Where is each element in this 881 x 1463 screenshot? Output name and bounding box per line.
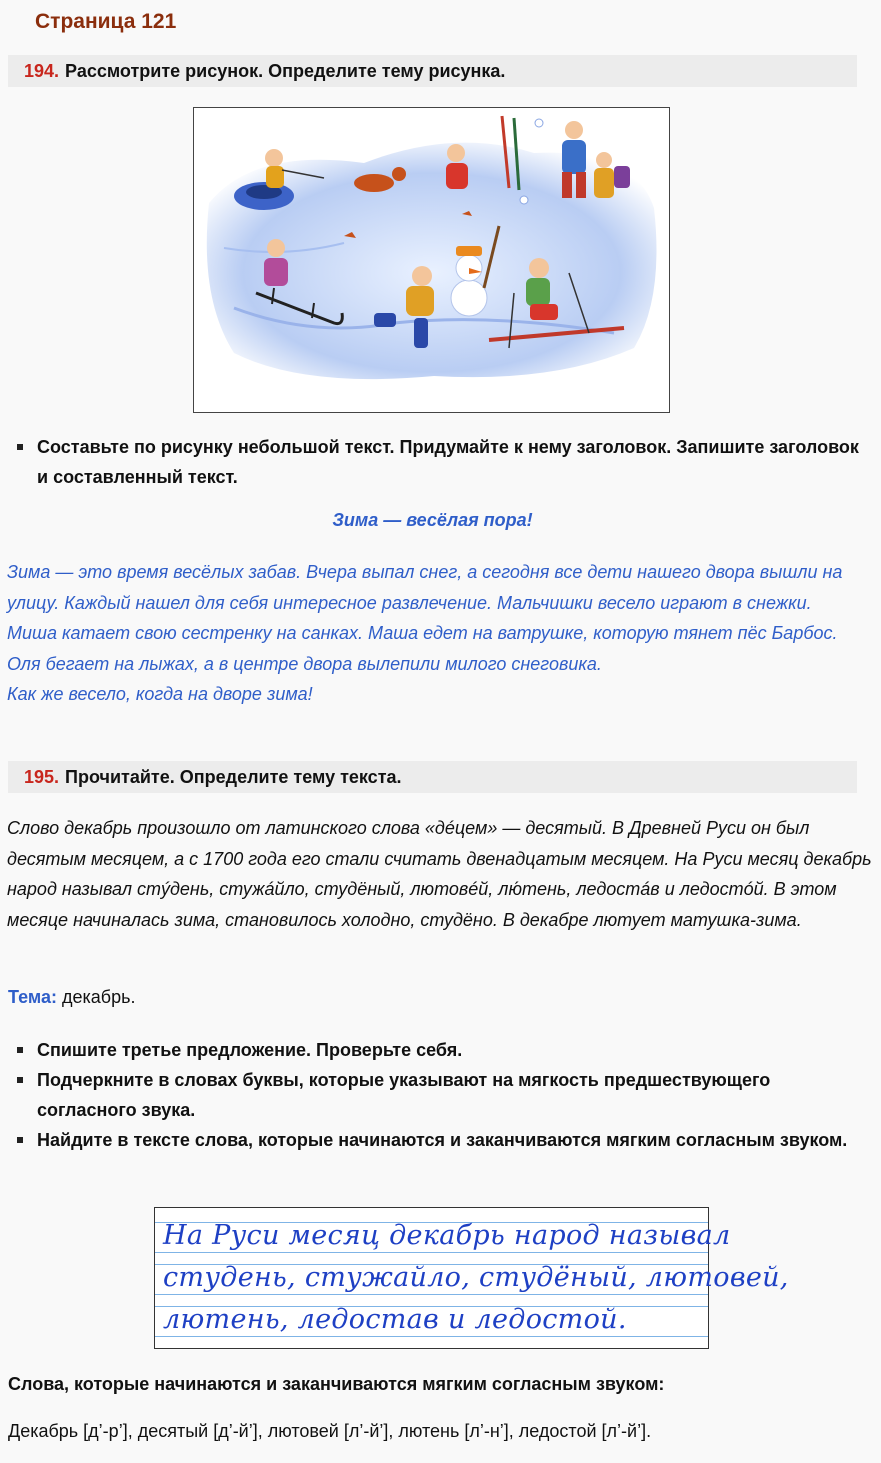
task-194-bullet-1: Составьте по рисунку небольшой текст. Придумайте к нему заголовок. Запишите заголовок и составленный текст.	[0, 432, 860, 492]
handwriting-line-2: студень, стужайло, студёный, лютовей,	[163, 1262, 789, 1293]
task-195-instructions	[0, 1035, 860, 1155]
task-195-bullet-1: Спишите третье предложение. Проверьте себя.	[0, 1035, 860, 1065]
answer-title: Зима — весёлая пора!	[332, 510, 533, 530]
theme-line	[8, 987, 135, 1008]
task-194-instructions	[0, 432, 860, 492]
task-195-header	[8, 761, 857, 793]
theme-label: Тема:	[8, 987, 57, 1007]
handwriting-line-3: лютень, ледостав и ледостой.	[163, 1304, 627, 1335]
task-195-bullet-2: Подчеркните в словах буквы, которые указывают на мягкость предшествующего согласного звука.	[0, 1065, 860, 1125]
reading-text: Слово декабрь произошло от латинского слова «дéцем» — десятый. В Древней Руси он был десятым месяцем, а с 1700 года его стали считать двенадцатым месяцем. На Руси месяц декабрь народ называл стýдень, стужáйло, студёный, лютовéй, лю́тень, ледостáв и ледостóй. В этом месяце начиналась зима, становилось холодно, студёно. В декабре лютует матушка-зима.	[7, 818, 872, 930]
task-195-bullet-3: Найдите в тексте слова, которые начинаются и заканчиваются мягким согласным звуком.	[0, 1125, 860, 1155]
words-heading: Слова, которые начинаются и заканчиваются мягким согласным звуком:	[8, 1374, 665, 1394]
task-194-prompt: Рассмотрите рисунок. Определите тему рисунка.	[65, 61, 506, 81]
bullet-icon	[17, 444, 23, 450]
bullet-icon	[17, 1137, 23, 1143]
task-194-number: 194.	[24, 61, 60, 81]
handwriting-line-1: На Руси месяц декабрь народ называл	[163, 1220, 731, 1251]
theme-value: декабрь.	[56, 987, 136, 1007]
answer-paragraph-2: Как же весело, когда на дворе зима!	[7, 684, 313, 704]
task-195-prompt: Прочитайте. Определите тему текста.	[65, 767, 402, 787]
answer-text	[7, 557, 852, 710]
bullet-icon	[17, 1077, 23, 1083]
handwriting-copybook	[154, 1207, 789, 1349]
task-194-header	[8, 55, 857, 87]
task-195-number: 195.	[24, 767, 60, 787]
page-title: Страница 121	[35, 10, 177, 33]
winter-illustration	[193, 107, 670, 413]
answer-paragraph-1: Зима — это время весёлых забав. Вчера выпал снег, а сегодня все дети нашего двора вышли на улицу. Каждый нашел для себя интересное развлечение. Мальчишки весело играют в снежки. Миша катает свою сестренку на санках. Маша едет на ватрушке, которую тянет пёс Барбос. Оля бегает на лыжах, а в центре двора вылепили милого снеговика.	[7, 562, 843, 674]
bullet-icon	[17, 1047, 23, 1053]
words-list: Декабрь [д’-р’], десятый [д’-й’], лютовей [л’-й’], лютень [л’-н’], ледостой [л’-й’].	[8, 1421, 652, 1441]
